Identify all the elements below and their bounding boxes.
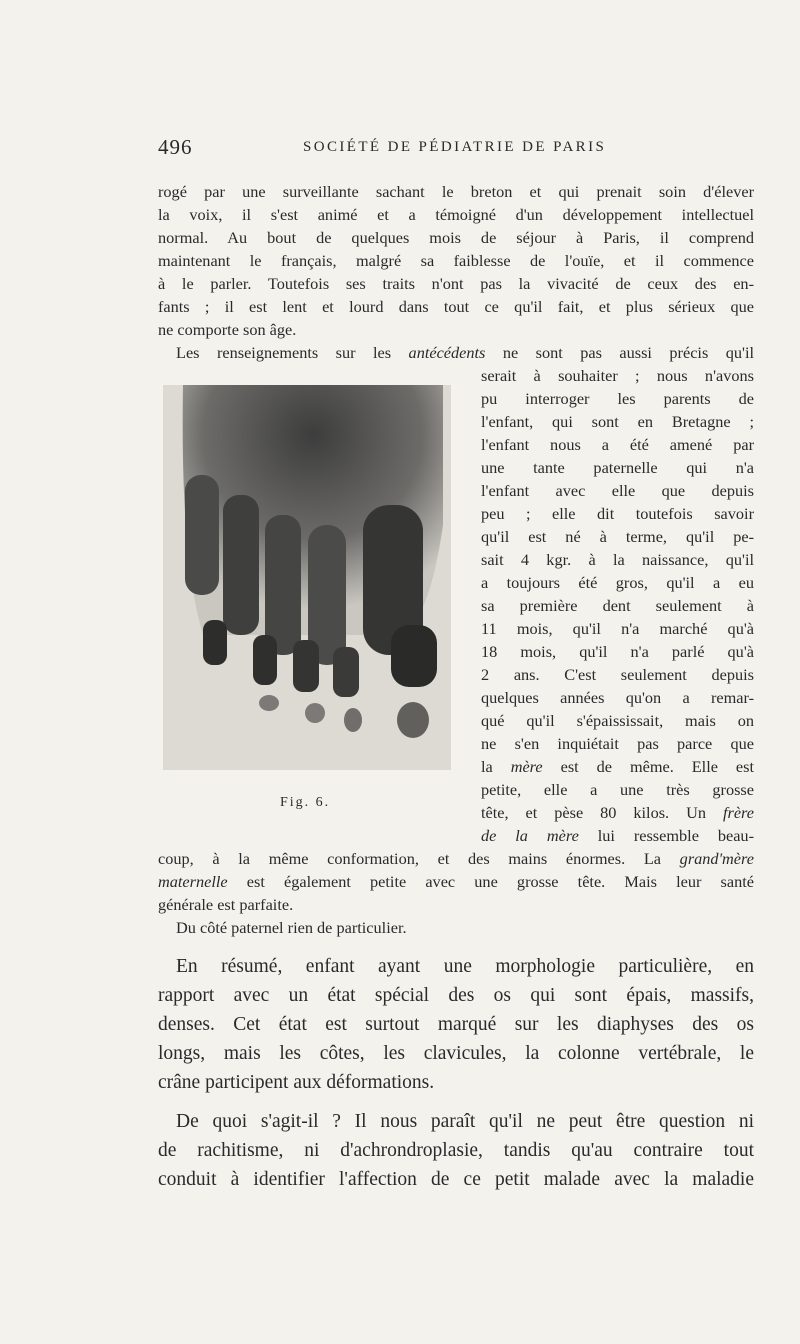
text-line: maintenant le français, malgré sa faiblesse de l'ouïe, et il commence xyxy=(158,251,754,270)
text-line: une tante paternelle qui n'a xyxy=(481,458,754,477)
text-line: de la mère lui ressemble beau- xyxy=(481,826,754,845)
text-line: De quoi s'agit-il ? Il nous paraît qu'il ne peut être question ni xyxy=(176,1111,754,1132)
foot-xray-figure xyxy=(163,385,451,770)
text-line: maternelle est également petite avec une grosse tête. Mais leur santé xyxy=(158,872,754,891)
text-line: l'enfant, qui sont en Bretagne ; xyxy=(481,412,754,431)
foot-xray-image xyxy=(163,385,451,770)
text-line: sa première dent seulement à xyxy=(481,596,754,615)
text-line: denses. Cet état est surtout marqué sur les diaphyses des os xyxy=(158,1014,754,1035)
text-line: 2 ans. C'est seulement depuis xyxy=(481,665,754,684)
text-line: Du côté paternel rien de particulier. xyxy=(176,918,407,937)
text-line: 18 mois, qu'il n'a parlé qu'à xyxy=(481,642,754,661)
text-line: qué qu'il s'épaississait, mais on xyxy=(481,711,754,730)
text-line: l'enfant avec elle que depuis xyxy=(481,481,754,500)
text-line: serait à souhaiter ; nous n'avons xyxy=(481,366,754,385)
text-line: pu interroger les parents de xyxy=(481,389,754,408)
text-line: a toujours été gros, qu'il a eu xyxy=(481,573,754,592)
text-line: conduit à identifier l'affection de ce petit malade avec la maladie xyxy=(158,1169,754,1190)
text-line: qu'il est né à terme, qu'il pe- xyxy=(481,527,754,546)
text-line: En résumé, enfant ayant une morphologie particulière, en xyxy=(176,956,754,977)
text-line: de rachitisme, ni d'achrondroplasie, tandis qu'au contraire tout xyxy=(158,1140,754,1161)
text-line: la voix, il s'est animé et a témoigné d'un développement intellectuel xyxy=(158,205,754,224)
text-line: tête, et pèse 80 kilos. Un frère xyxy=(481,803,754,822)
text-line: longs, mais les côtes, les clavicules, la colonne vertébrale, le xyxy=(158,1043,754,1064)
text-line: peu ; elle dit toutefois savoir xyxy=(481,504,754,523)
text-line: la mère est de même. Elle est xyxy=(481,757,754,776)
text-line: générale est parfaite. xyxy=(158,895,294,914)
text-line: sait 4 kgr. à la naissance, qu'il xyxy=(481,550,754,569)
text-line: 11 mois, qu'il n'a marché qu'à xyxy=(481,619,754,638)
text-line: coup, à la même conformation, et des mains énormes. La grand'mère xyxy=(158,849,754,868)
running-head xyxy=(158,135,758,161)
text-line: crâne participent aux déformations. xyxy=(158,1072,435,1093)
text-line: rogé par une surveillante sachant le breton et qui prenait soin d'élever xyxy=(158,182,754,201)
text-line: normal. Au bout de quelques mois de séjour à Paris, il comprend xyxy=(158,228,754,247)
text-line: fants ; il est lent et lourd dans tout ce qu'il fait, et plus sérieux que xyxy=(158,297,754,316)
text-line: ne comporte son âge. xyxy=(158,320,297,339)
text-line: quelques années qu'on a remar- xyxy=(481,688,754,707)
page-number: 496 xyxy=(158,135,193,159)
text-line: à le parler. Toutefois ses traits n'ont pas la vivacité de ceux des en- xyxy=(158,274,754,293)
text-line: Les renseignements sur les antécédents ne sont pas aussi précis qu'il xyxy=(176,343,754,362)
figure-caption: Fig. 6. xyxy=(280,795,331,810)
text-line: petite, elle a une très grosse xyxy=(481,780,754,799)
text-line: rapport avec un état spécial des os qui sont épais, massifs, xyxy=(158,985,754,1006)
text-line: ne s'en inquiétait pas parce que xyxy=(481,734,754,753)
text-line: l'enfant nous a été amené par xyxy=(481,435,754,454)
header-title: SOCIÉTÉ DE PÉDIATRIE DE PARIS xyxy=(303,139,607,155)
